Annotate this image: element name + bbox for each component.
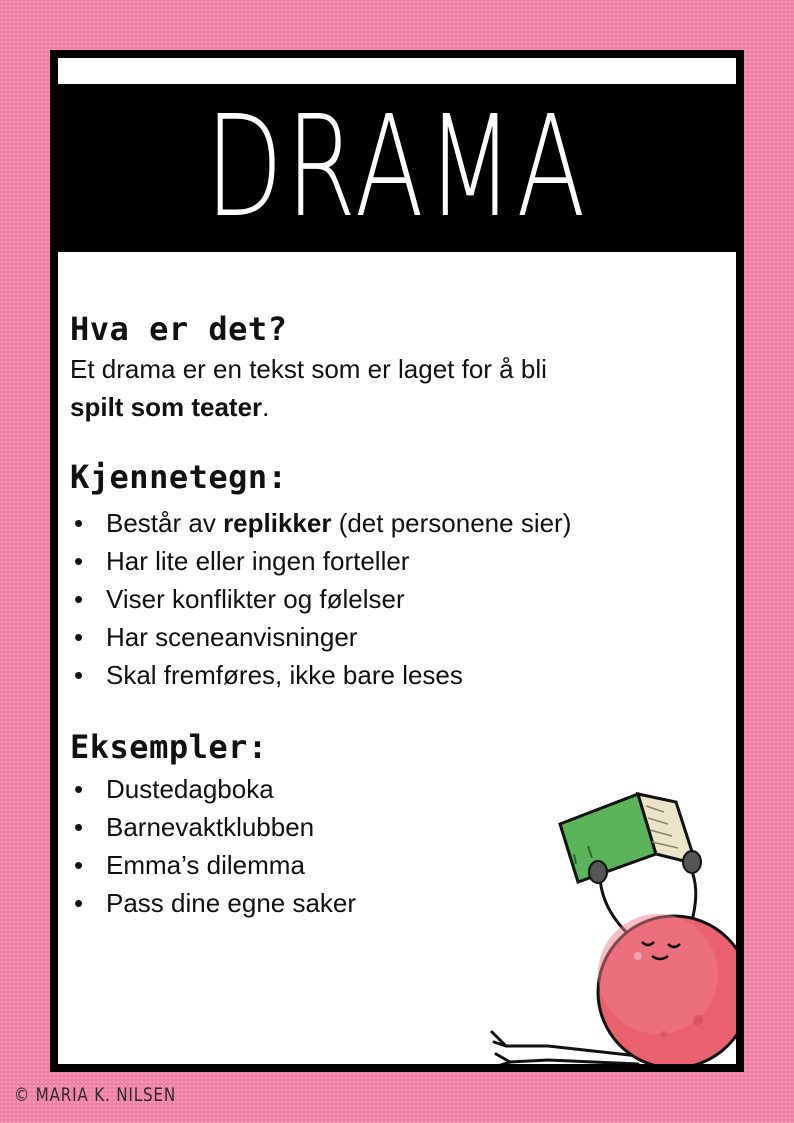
bullet-icon: • <box>74 888 84 918</box>
bullet-icon: • <box>74 508 84 538</box>
item-text: Har lite eller ingen forteller <box>106 546 410 576</box>
features-heading: Kjennetegn: <box>70 458 288 496</box>
intro-text-part: Et drama er en tekst som er laget for å bli <box>70 354 547 384</box>
item-text: Dustedagboka <box>106 774 274 804</box>
intro-text-bold: spilt som teater <box>70 392 263 422</box>
bullet-icon: • <box>74 622 84 652</box>
list-item <box>70 580 571 618</box>
item-text: Skal fremføres, ikke bare leses <box>106 660 463 690</box>
poster-card <box>58 58 736 1064</box>
list-item <box>70 770 356 808</box>
bullet-icon: • <box>74 774 84 804</box>
item-text: Består av <box>106 508 224 538</box>
list-item <box>70 808 356 846</box>
item-text-end: (det personene sier) <box>331 508 572 538</box>
list-item <box>70 656 571 694</box>
list-item <box>70 884 356 922</box>
item-bold: replikker <box>223 508 332 538</box>
page-title: DRAMA <box>205 86 589 249</box>
bullet-icon: • <box>74 850 84 880</box>
list-item <box>70 542 571 580</box>
list-item <box>70 846 356 884</box>
intro-heading: Hva er det? <box>70 310 288 348</box>
bullet-icon: • <box>74 546 84 576</box>
intro-text-end: . <box>262 392 270 422</box>
copyright-text: © MARIA K. NILSEN <box>14 1084 176 1106</box>
intro-text <box>70 350 710 426</box>
examples-list <box>70 770 356 922</box>
poster-frame <box>50 50 744 1072</box>
bullet-icon: • <box>74 660 84 690</box>
list-item <box>70 504 571 542</box>
item-text: Emma’s dilemma <box>106 850 305 880</box>
features-list <box>70 504 571 694</box>
bullet-icon: • <box>74 812 84 842</box>
item-text: Pass dine egne saker <box>106 888 357 918</box>
examples-heading: Eksempler: <box>70 728 268 766</box>
bullet-icon: • <box>74 584 84 614</box>
reading-character-icon <box>488 784 736 1064</box>
title-banner <box>58 84 736 252</box>
list-item <box>70 618 571 656</box>
item-text: Barnevaktklubben <box>106 812 315 842</box>
item-text: Viser konflikter og følelser <box>106 584 405 614</box>
item-text: Har sceneanvisninger <box>106 622 358 652</box>
